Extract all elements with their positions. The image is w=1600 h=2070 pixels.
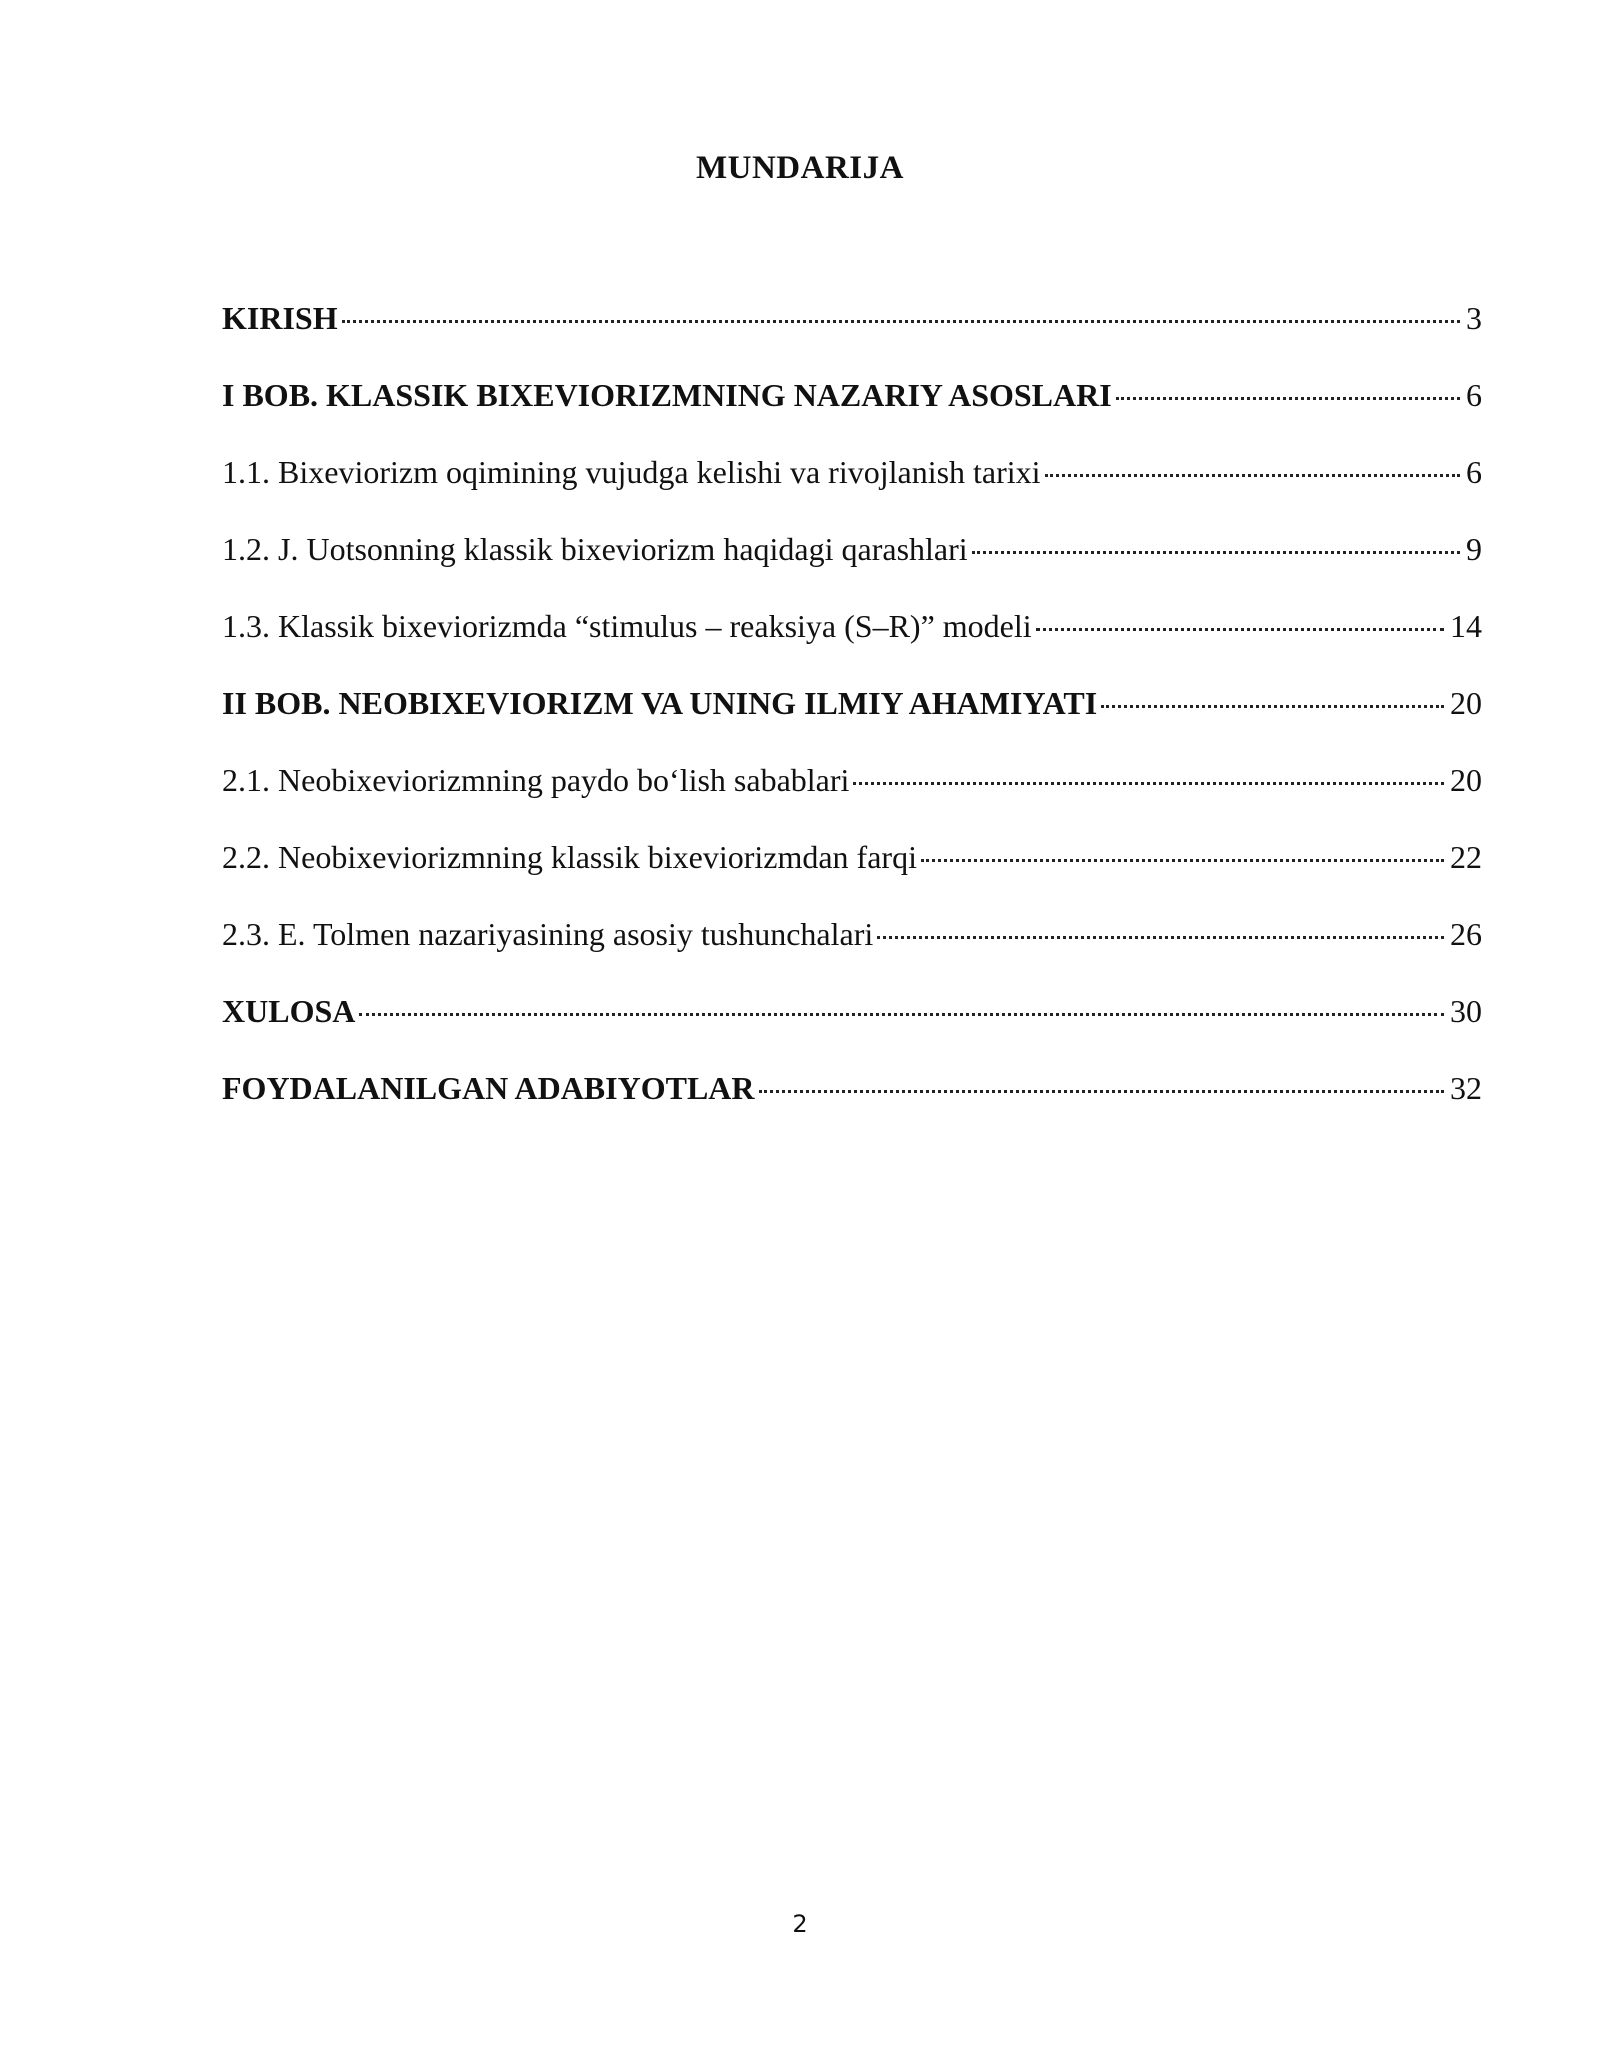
dot-leader bbox=[342, 320, 1460, 323]
dot-leader bbox=[853, 782, 1444, 785]
toc-entry-xulosa bbox=[222, 993, 1482, 1070]
toc-entry-label: 2.3. E. Tolmen nazariyasining asosiy tushunchalari bbox=[222, 916, 874, 952]
toc-entry-label: 2.2. Neobixeviorizmning klassik bixeviorizmdan farqi bbox=[222, 839, 917, 875]
page-title: MUNDARIJA bbox=[696, 150, 904, 186]
toc-entry-page: 32 bbox=[1450, 1070, 1482, 1106]
toc-entry-label: II BOB. NEOBIXEVIORIZM VA UNING ILMIY AHAMIYATI bbox=[222, 685, 1098, 721]
toc-entry-page: 6 bbox=[1466, 377, 1482, 413]
page-number: 2 bbox=[792, 1910, 808, 1938]
toc-entry-page: 6 bbox=[1466, 454, 1482, 490]
toc-entry-label: 2.1. Neobixeviorizmning paydo bo‘lish sabablari bbox=[222, 762, 850, 798]
dot-leader bbox=[1036, 628, 1444, 631]
toc-entry-page: 26 bbox=[1450, 916, 1482, 952]
toc-entry-page: 20 bbox=[1450, 685, 1482, 721]
dot-leader bbox=[921, 859, 1444, 862]
toc-entry-chapter-2 bbox=[222, 685, 1482, 762]
toc-entry-page: 20 bbox=[1450, 762, 1482, 798]
toc-entry-page: 22 bbox=[1450, 839, 1482, 875]
dot-leader bbox=[877, 936, 1444, 939]
toc-entry-section-1-1 bbox=[222, 454, 1482, 531]
toc-entry-section-1-3 bbox=[222, 608, 1482, 685]
toc-entry-label: XULOSA bbox=[222, 993, 356, 1029]
dot-leader bbox=[972, 551, 1460, 554]
dot-leader bbox=[1116, 397, 1460, 400]
toc-entry-section-2-1 bbox=[222, 762, 1482, 839]
dot-leader bbox=[359, 1013, 1444, 1016]
toc-entry-label: 1.2. J. Uotsonning klassik bixeviorizm haqidagi qarashlari bbox=[222, 531, 968, 567]
toc-entry-label: FOYDALANILGAN ADABIYOTLAR bbox=[222, 1070, 755, 1106]
toc-entry-section-1-2 bbox=[222, 531, 1482, 608]
toc-entry-section-2-3 bbox=[222, 916, 1482, 993]
toc-entry-label: 1.3. Klassik bixeviorizmda “stimulus – reaksiya (S–R)” modeli bbox=[222, 608, 1032, 644]
toc-entry-section-2-2 bbox=[222, 839, 1482, 916]
toc-entry-kirish bbox=[222, 300, 1482, 377]
toc-entry-label: I BOB. KLASSIK BIXEVIORIZMNING NAZARIY ASOSLARI bbox=[222, 377, 1112, 413]
toc-entry-page: 14 bbox=[1450, 608, 1482, 644]
table-of-contents bbox=[222, 300, 1482, 1147]
dot-leader bbox=[759, 1090, 1445, 1093]
toc-entry-page: 30 bbox=[1450, 993, 1482, 1029]
toc-entry-page: 3 bbox=[1466, 300, 1482, 336]
dot-leader bbox=[1045, 474, 1460, 477]
toc-entry-page: 9 bbox=[1466, 531, 1482, 567]
dot-leader bbox=[1101, 705, 1444, 708]
toc-entry-label: 1.1. Bixeviorizm oqimining vujudga kelishi va rivojlanish tarixi bbox=[222, 454, 1041, 490]
toc-entry-chapter-1 bbox=[222, 377, 1482, 454]
toc-entry-label: KIRISH bbox=[222, 300, 338, 336]
toc-entry-references bbox=[222, 1070, 1482, 1147]
